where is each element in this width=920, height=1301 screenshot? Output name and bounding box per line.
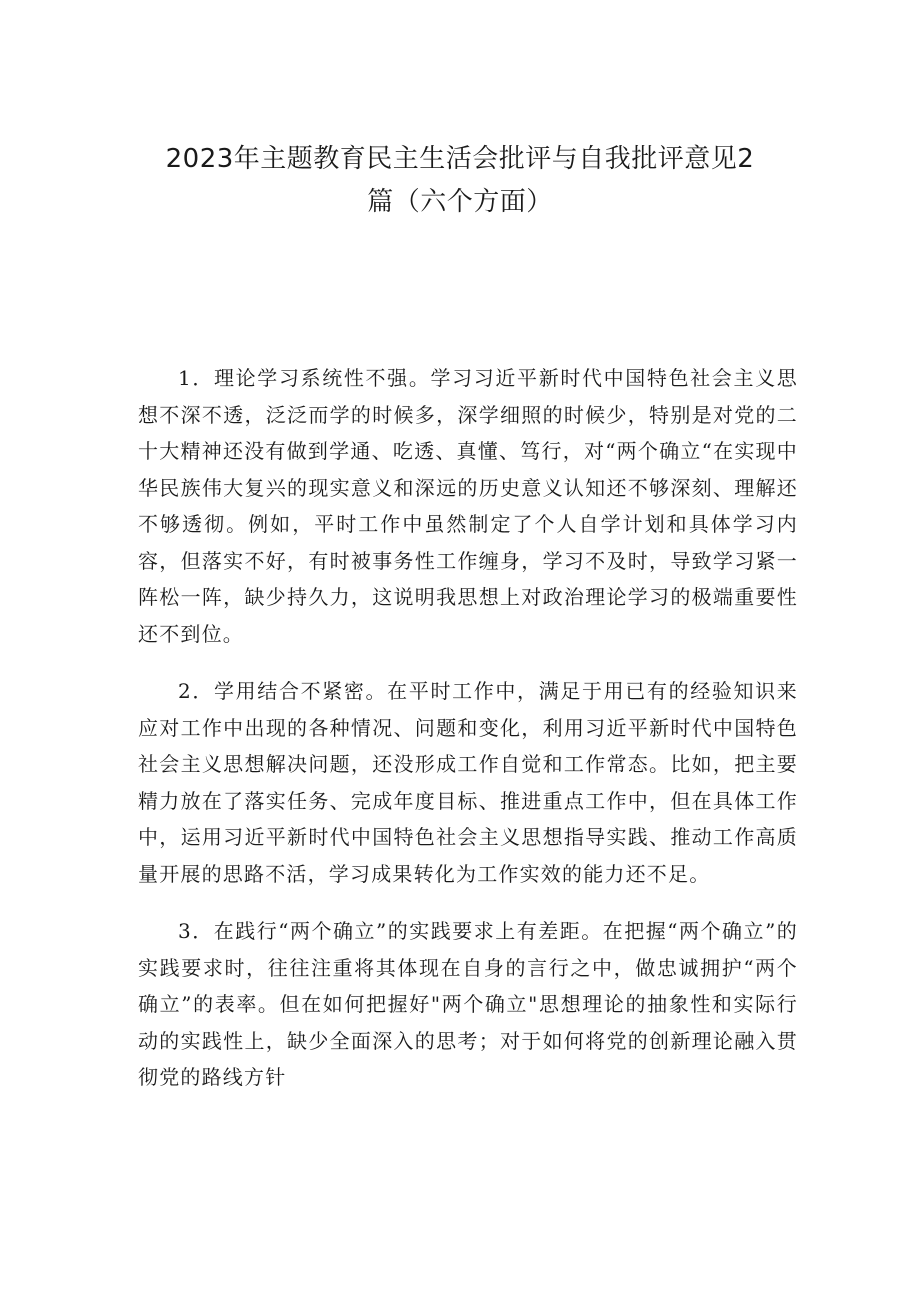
title-line-1: 2023年主题教育民主生活会批评与自我批评意见2 <box>165 144 755 174</box>
paragraph-2: 2．学用结合不紧密。在平时工作中，满足于用已有的经验知识来应对工作中出现的各种情况、问题和变化，利用习近平新时代中国特色社会主义思想解决问题，还没形成工作自觉和工作常态。比如，把主要精力放在了落实任务、完成年度目标、推进重点工作中，但在具体工作中，运用习近平新时代中国特色社会主义思想指导实践、推动工作高质量开展的思路不活，学习成果转化为工作实效的能力还不足。 <box>138 679 798 886</box>
document-title <box>120 138 800 224</box>
paragraph-1: 1．理论学习系统性不强。学习习近平新时代中国特色社会主义思想不深不透，泛泛而学的时候多，深学细照的时候少，特别是对党的二十大精神还没有做到学通、吃透、真懂、笃行，对“两个确立“在实现中华民族伟大复兴的现实意义和深远的历史意义认知还不够深刻、理解还不够透彻。例如，平时工作中虽然制定了个人自学计划和具体学习内容，但落实不好，有时被事务性工作缠身，学习不及时，导致学习紧一阵松一阵，缺少持久力，这说明我思想上对政治理论学习的极端重要性还不到位。 <box>138 366 798 646</box>
title-line-2: 篇（六个方面） <box>367 187 553 217</box>
paragraph-3: 3．在践行“两个确立”的实践要求上有差距。在把握“两个确立”的实践要求时，往往注重将其体现在自身的言行之中，做忠诚拥护“两个确立”的表率。但在如何把握好"两个确立"思想理论的抽象性和实际行动的实践性上，缺少全面深入的思考；对于如何将党的创新理论融入贯彻党的路线方针 <box>138 919 798 1089</box>
document-body <box>138 360 798 1117</box>
